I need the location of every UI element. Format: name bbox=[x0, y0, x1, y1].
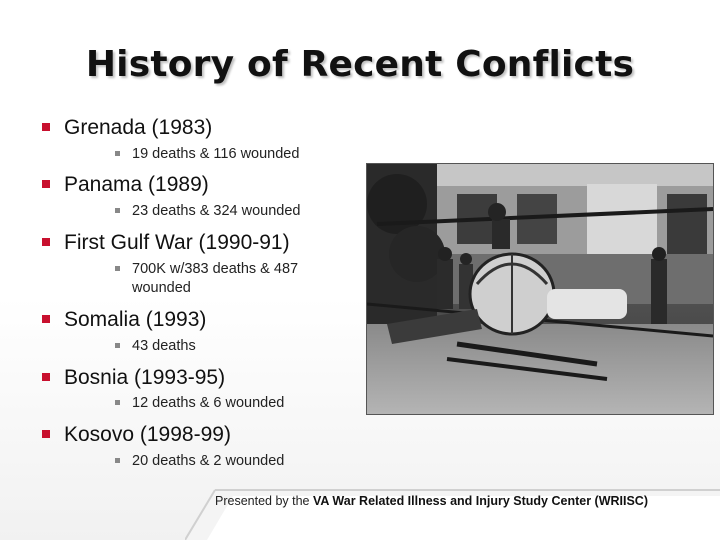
sub-bullet-text: 20 deaths & 2 wounded bbox=[132, 453, 285, 469]
bullet-item-panama bbox=[42, 173, 209, 197]
footer-band bbox=[185, 478, 720, 540]
bullet-item-bosnia bbox=[42, 366, 225, 390]
square-bullet-icon bbox=[42, 430, 50, 438]
footer-org: VA War Related Illness and Injury Study Center (WRIISC) bbox=[312, 494, 648, 508]
sub-bullet-gulf-war bbox=[115, 260, 298, 298]
bullet-label: Somalia (1993) bbox=[64, 308, 207, 331]
sub-bullet-somalia bbox=[115, 337, 196, 356]
bullet-label: Bosnia (1993-95) bbox=[64, 366, 226, 389]
sub-bullet-text-continued: wounded bbox=[132, 280, 191, 296]
bullet-item-gulf-war bbox=[42, 231, 290, 255]
bullet-item-somalia bbox=[42, 308, 206, 332]
sub-bullet-text: 23 deaths & 324 wounded bbox=[132, 203, 301, 219]
helicopter-wreck-photo bbox=[366, 163, 714, 415]
square-bullet-icon bbox=[42, 180, 50, 188]
sub-bullet-bosnia bbox=[115, 394, 284, 413]
helicopter-wreck-photo-icon bbox=[367, 164, 713, 414]
square-bullet-icon bbox=[115, 343, 120, 348]
sub-bullet-text: 12 deaths & 6 wounded bbox=[132, 395, 285, 411]
footer-credit bbox=[215, 494, 648, 508]
sub-bullet-text: 700K w/383 deaths & 487 bbox=[132, 261, 299, 277]
sub-bullet-text: 43 deaths bbox=[132, 338, 196, 354]
bullet-item-grenada bbox=[42, 116, 212, 140]
square-bullet-icon bbox=[42, 315, 50, 323]
square-bullet-icon bbox=[115, 266, 120, 271]
bullet-label: First Gulf War (1990-91) bbox=[64, 231, 290, 254]
bullet-label: Kosovo (1998-99) bbox=[64, 423, 231, 446]
square-bullet-icon bbox=[115, 208, 120, 213]
square-bullet-icon bbox=[115, 151, 120, 156]
bullet-item-kosovo bbox=[42, 423, 231, 447]
footer-prefix: Presented by the bbox=[215, 494, 313, 508]
slide-title: History of Recent Conflicts bbox=[85, 44, 635, 85]
bullet-label: Grenada (1983) bbox=[64, 116, 213, 139]
square-bullet-icon bbox=[115, 400, 120, 405]
square-bullet-icon bbox=[42, 123, 50, 131]
bullet-label: Panama (1989) bbox=[64, 173, 209, 196]
sub-bullet-text: 19 deaths & 116 wounded bbox=[132, 146, 300, 162]
square-bullet-icon bbox=[115, 458, 120, 463]
square-bullet-icon bbox=[42, 373, 50, 381]
sub-bullet-grenada bbox=[115, 145, 299, 164]
square-bullet-icon bbox=[42, 238, 50, 246]
sub-bullet-kosovo bbox=[115, 452, 284, 471]
sub-bullet-panama bbox=[115, 202, 301, 221]
